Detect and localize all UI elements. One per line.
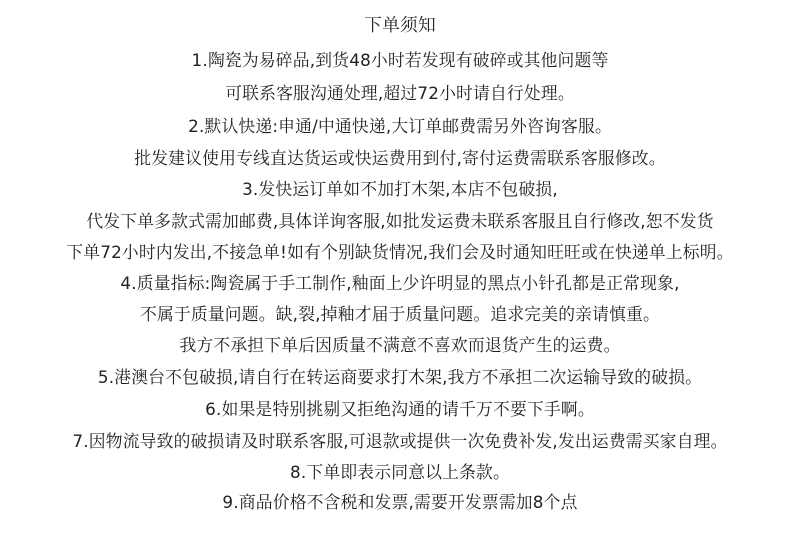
notice-line: 1.陶瓷为易碎品,到货48小时若发现有破碎或其他问题等 (191, 50, 609, 70)
notice-line: 我方不承担下单后因质量不满意不喜欢而退货产生的运费。 (179, 335, 621, 355)
notice-line: 7.因物流导致的破损请及时联系客服,可退款或提供一次免费补发,发出运费需买家自理。 (72, 431, 728, 451)
notice-line: 2.默认快递:申通/中通快递,大订单邮费需另外咨询客服。 (188, 116, 612, 136)
notice-line: 5.港澳台不包破损,请自行在转运商要求打木架,我方不承担二次运输导致的破损。 (97, 367, 703, 387)
notice-line: 批发建议使用专线直达货运或快运费用到付,寄付运费需联系客服修改。 (134, 148, 666, 168)
notice-line: 可联系客服沟通处理,超过72小时请自行处理。 (225, 83, 575, 103)
notice-line: 下单72小时内发出,不接急单!如有个别缺货情况,我们会及时通知旺旺或在快递单上标明。 (66, 242, 734, 262)
notice-line: 不属于质量问题。缺,裂,掉釉才届于质量问题。追求完美的亲请慎重。 (139, 304, 661, 324)
notice-line: 4.质量指标:陶瓷属于手工制作,釉面上少许明显的黑点小针孔都是正常现象, (120, 273, 680, 293)
notice-line: 6.如果是特别挑剔又拒绝沟通的请千万不要下手啊。 (205, 399, 595, 419)
notice-title: 下单须知 (364, 16, 436, 36)
notice-line: 3.发快运订单如不加打木架,本店不包破损, (242, 179, 558, 199)
notice-line: 代发下单多款式需加邮费,具体详询客服,如批发运费未联系客服且自行修改,恕不发货 (86, 211, 714, 231)
notice-line: 8.下单即表示同意以上条款。 (290, 462, 510, 482)
notice-line: 9.商品价格不含税和发票,需要开发票需加8个点 (222, 492, 578, 512)
